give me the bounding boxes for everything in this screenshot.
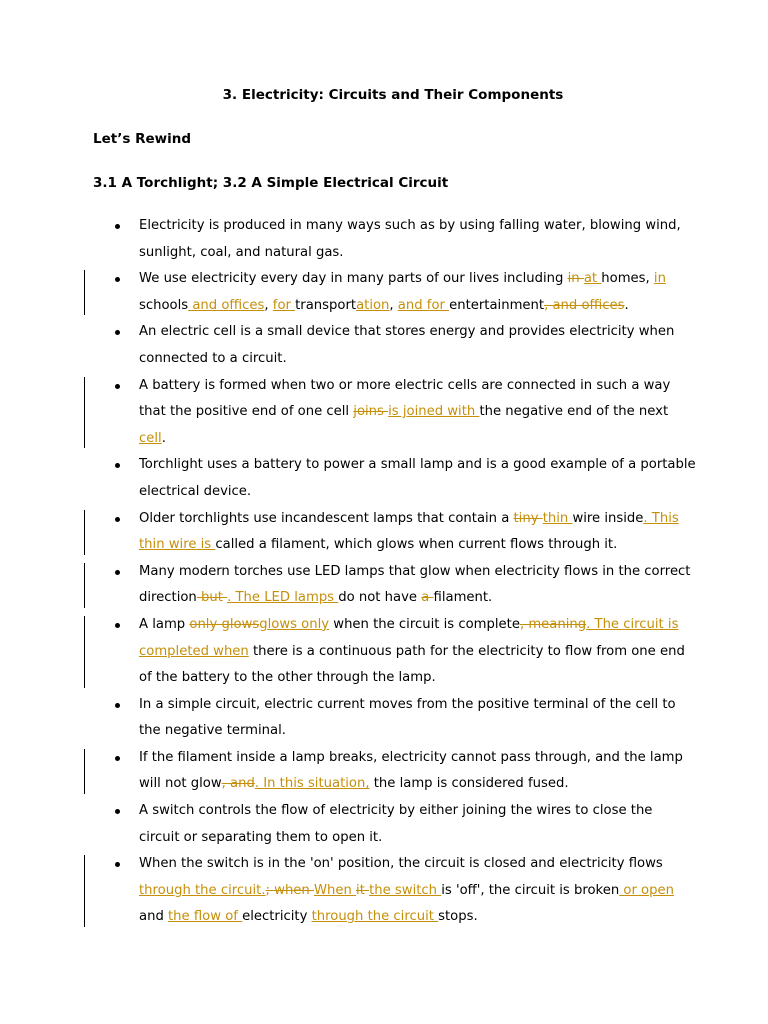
bullet-dot-icon	[115, 517, 120, 522]
deleted-text: joins	[353, 404, 389, 420]
bullet-dot-icon	[115, 570, 120, 575]
text-run: A battery is formed when two or more electric cells are connected in such a way that the positive end of one cell	[139, 377, 671, 420]
bullet-dot-icon	[115, 463, 120, 468]
inserted-text: for	[272, 297, 296, 313]
inserted-text: and for	[397, 297, 450, 313]
inserted-text: . This thin wire is	[139, 510, 679, 553]
text-run: Many modern torches use LED lamps that glow when electricity flows in the correct direction	[139, 563, 691, 606]
bullet-item	[0, 798, 768, 851]
text-run: Torchlight uses a battery to power a small lamp and is a good example of a portable electrical device.	[139, 457, 696, 499]
page-title: 3. Electricity: Circuits and Their Components	[222, 87, 564, 103]
deleted-text: , and offices	[544, 297, 625, 313]
text-run: called a filament, which glows when current flows through it.	[215, 537, 618, 553]
bullet-item	[0, 692, 768, 745]
deleted-text: , and	[221, 776, 255, 792]
inserted-text: through the circuit	[311, 909, 439, 925]
inserted-text: cell	[139, 430, 162, 446]
deleted-text: a	[421, 590, 434, 606]
inserted-text: the flow of	[168, 909, 243, 925]
text-run: transport	[295, 297, 357, 313]
change-bar	[84, 270, 85, 315]
text-run: .	[624, 297, 629, 313]
bullet-dot-icon	[115, 384, 120, 389]
deleted-text: in	[567, 271, 584, 287]
bullet-item	[0, 851, 768, 931]
text-run: If the filament inside a lamp breaks, electricity cannot pass through, and the lamp will not glow	[139, 749, 683, 792]
bullet-item	[0, 373, 768, 453]
bullet-dot-icon	[115, 330, 120, 335]
text-run: electricity	[242, 909, 312, 925]
inserted-text: ation	[356, 297, 390, 313]
inserted-text: and offices	[188, 297, 265, 313]
text-run: Older torchlights use incandescent lamps that contain a	[139, 510, 514, 526]
text-run: there is a continuous path for the electricity to flow from one end of the battery to the other through the lamp.	[139, 643, 685, 686]
text-run: homes,	[601, 271, 654, 287]
bullet-item	[0, 506, 768, 559]
text-run: is 'off', the circuit is broken	[441, 882, 620, 898]
inserted-text: . The LED lamps	[227, 590, 339, 606]
change-bar	[84, 855, 85, 927]
inserted-text: or open	[619, 882, 674, 898]
inserted-text: through the circuit.	[139, 882, 266, 898]
text-run: when the circuit is complete	[329, 616, 520, 632]
bullet-dot-icon	[115, 623, 120, 628]
text-run: entertainment	[449, 297, 545, 313]
text-run: the lamp is considered fused.	[369, 776, 569, 792]
deleted-text: only glows	[189, 616, 260, 632]
text-run: ,	[264, 297, 273, 313]
inserted-text: glows only	[259, 616, 330, 632]
bullet-dot-icon	[115, 224, 120, 229]
inserted-text: in	[653, 271, 666, 287]
inserted-text: When	[313, 882, 357, 898]
change-bar	[84, 749, 85, 794]
bullet-item	[0, 559, 768, 612]
inserted-text: is joined with	[388, 404, 480, 420]
text-run: ,	[389, 297, 398, 313]
deleted-text: tiny	[513, 510, 543, 526]
bullet-dot-icon	[115, 862, 120, 867]
text-run: and	[139, 909, 169, 925]
inserted-text: . In this situation,	[254, 776, 370, 792]
bullet-dot-icon	[115, 703, 120, 708]
text-run: Electricity is produced in many ways such as by using falling water, blowing wind, sunlight, coal, and natural gas.	[139, 218, 681, 260]
deleted-text: but	[196, 590, 228, 606]
change-bar	[84, 616, 85, 688]
bullet-item	[0, 266, 768, 319]
inserted-text: thin	[542, 510, 573, 526]
deleted-text: , meaning	[519, 616, 587, 632]
text-run: the negative end of the next	[479, 404, 669, 420]
bullet-list	[0, 213, 768, 931]
change-bar	[84, 563, 85, 608]
text-run: filament.	[433, 590, 493, 606]
heading-lets-rewind: Let’s Rewind	[93, 131, 192, 147]
bullet-item	[0, 452, 768, 505]
text-run: When the switch is in the 'on' position, the circuit is closed and electricity flows	[139, 856, 663, 872]
text-run: In a simple circuit, electric current moves from the positive terminal of the cell to the negative terminal.	[139, 696, 676, 739]
text-run: A lamp	[139, 616, 190, 632]
change-bar	[84, 377, 85, 449]
heading-section: 3.1 A Torchlight; 3.2 A Simple Electrical Circuit	[93, 175, 449, 191]
inserted-text: . The circuit is completed when	[139, 616, 679, 659]
change-bar	[84, 510, 85, 555]
text-run: schools	[139, 297, 189, 313]
text-run: An electric cell is a small device that stores energy and provides electricity when connected to a circuit.	[139, 324, 675, 366]
bullet-item	[0, 612, 768, 692]
bullet-dot-icon	[115, 809, 120, 814]
text-run: wire inside	[572, 510, 644, 526]
bullet-item	[0, 319, 768, 372]
inserted-text: the switch	[369, 882, 442, 898]
bullet-item	[0, 745, 768, 798]
inserted-text: at	[583, 271, 602, 287]
bullet-dot-icon	[115, 277, 120, 282]
deleted-text: it	[356, 882, 370, 898]
bullet-item	[0, 213, 768, 266]
text-run: do not have	[338, 590, 422, 606]
text-run: .	[161, 430, 166, 446]
text-run: We use electricity every day in many parts of our lives including	[139, 271, 568, 287]
text-run: A switch controls the flow of electricity by either joining the wires to close the circuit or separating them to open it.	[139, 803, 653, 845]
deleted-text: ; when	[265, 882, 314, 898]
bullet-dot-icon	[115, 756, 120, 761]
text-run: stops.	[438, 909, 478, 925]
